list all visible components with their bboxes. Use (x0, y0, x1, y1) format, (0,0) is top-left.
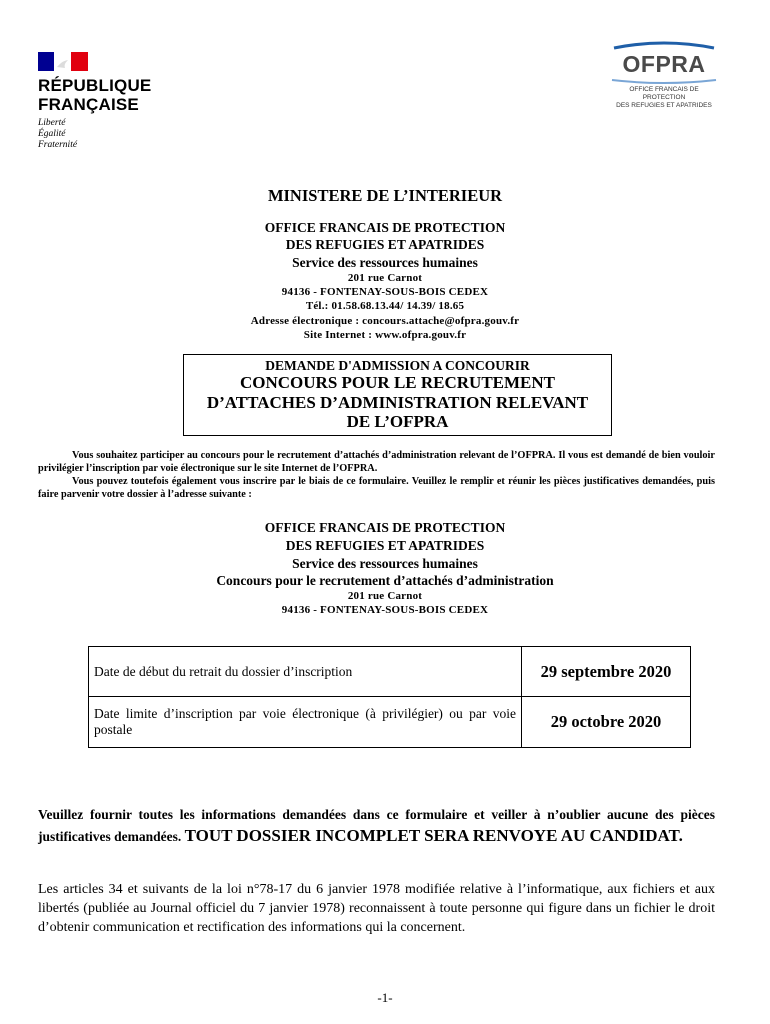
dates-table (88, 646, 691, 748)
ofpra-wordmark: OFPRA (622, 51, 706, 77)
email-address: Adresse électronique : concours.attache@ofpra.gouv.fr (250, 315, 520, 327)
form-title-line-1: DEMANDE D'ADMISSION A CONCOURIR (265, 358, 530, 373)
ofpra-subtitle: OFFICE FRANCAIS DE PROTECTION DES REFUGIES ET APATRIDES (616, 86, 712, 109)
rf-name: RÉPUBLIQUE FRANÇAISE (38, 76, 152, 114)
mail-concours: Concours pour le recrutement d’attachés d’administration (216, 573, 554, 588)
website-address: Site Internet : www.ofpra.gouv.fr (303, 329, 467, 341)
data-protection-notice: Les articles 34 et suivants de la loi n°78-17 du 6 janvier 1978 modifiée relative à l’informatique, aux fichiers et aux libertés (publiée au Journal officiel du 7 janvier 1978) reconnaissent à toute personne qui figure dans un fichier le droit d’obtenir communication et rectification des informations qui la concernent. (38, 882, 715, 935)
rf-motto: Liberté Égalité Fraternité (38, 118, 78, 150)
table-row (89, 647, 691, 697)
address-city: 94136 - FONTENAY-SOUS-BOIS CEDEX (281, 286, 489, 298)
mail-address-city: 94136 - FONTENAY-SOUS-BOIS CEDEX (281, 604, 489, 616)
intro-paragraph-1: Vous souhaitez participer au concours pour le recrutement d’attachés d’administration relevant de l’OFPRA. Il vous est demandé de bien vouloir privilégier l’inscription par voie électronique sur le site Internet de l’OFPRA. (38, 450, 715, 474)
ofpra-logo (608, 40, 720, 110)
form-title-line-2: CONCOURS POUR LE RECRUTEMENT (240, 373, 555, 392)
date-label: Date de début du retrait du dossier d’inscription (89, 647, 522, 697)
address-street: 201 rue Carnot (347, 272, 423, 284)
date-value: 29 octobre 2020 (522, 697, 691, 748)
service-name: Service des ressources humaines (292, 255, 478, 270)
warning-normal: Veuillez fournir toutes les informations demandées dans ce formulaire et veiller à n’oublier aucune des pièces justificatives demandées. (38, 807, 715, 844)
date-label: Date limite d’inscription par voie électronique (à privilégier) ou par voie postale (89, 697, 522, 748)
mail-office-line-1: OFFICE FRANCAIS DE PROTECTION (264, 520, 506, 535)
date-value: 29 septembre 2020 (522, 647, 691, 697)
french-flag-icon (38, 52, 88, 71)
intro-paragraph-2: Vous pouvez toutefois également vous inscrire par le biais de ce formulaire. Veuillez le remplir et réunir les pièces justificatives demandées, puis faire parvenir votre dossier à l’adresse suivante : (38, 476, 715, 500)
warning-emphasis: TOUT DOSSIER INCOMPLET SERA RENVOYE AU CANDIDAT. (184, 826, 683, 845)
page-number: -1- (377, 990, 393, 1005)
form-title-line-3: D’ATTACHES D’ADMINISTRATION RELEVANT (206, 392, 589, 412)
mail-office-line-2: DES REFUGIES ET APATRIDES (285, 538, 485, 553)
republique-francaise-logo (38, 52, 168, 152)
mail-address-street: 201 rue Carnot (347, 590, 423, 602)
ministere-title: MINISTERE DE L’INTERIEUR (267, 186, 503, 205)
table-row (89, 697, 691, 748)
form-title-box (183, 354, 612, 436)
office-name-line-2: DES REFUGIES ET APATRIDES (285, 237, 485, 252)
warning-text (38, 804, 715, 847)
phone-numbers: Tél.: 01.58.68.13.44/ 14.39/ 18.65 (305, 300, 465, 312)
mail-service: Service des ressources humaines (292, 556, 478, 571)
intro-text (38, 449, 715, 501)
form-title-line-4: DE L’OFPRA (346, 412, 449, 431)
office-name-line-1: OFFICE FRANCAIS DE PROTECTION (264, 220, 506, 235)
